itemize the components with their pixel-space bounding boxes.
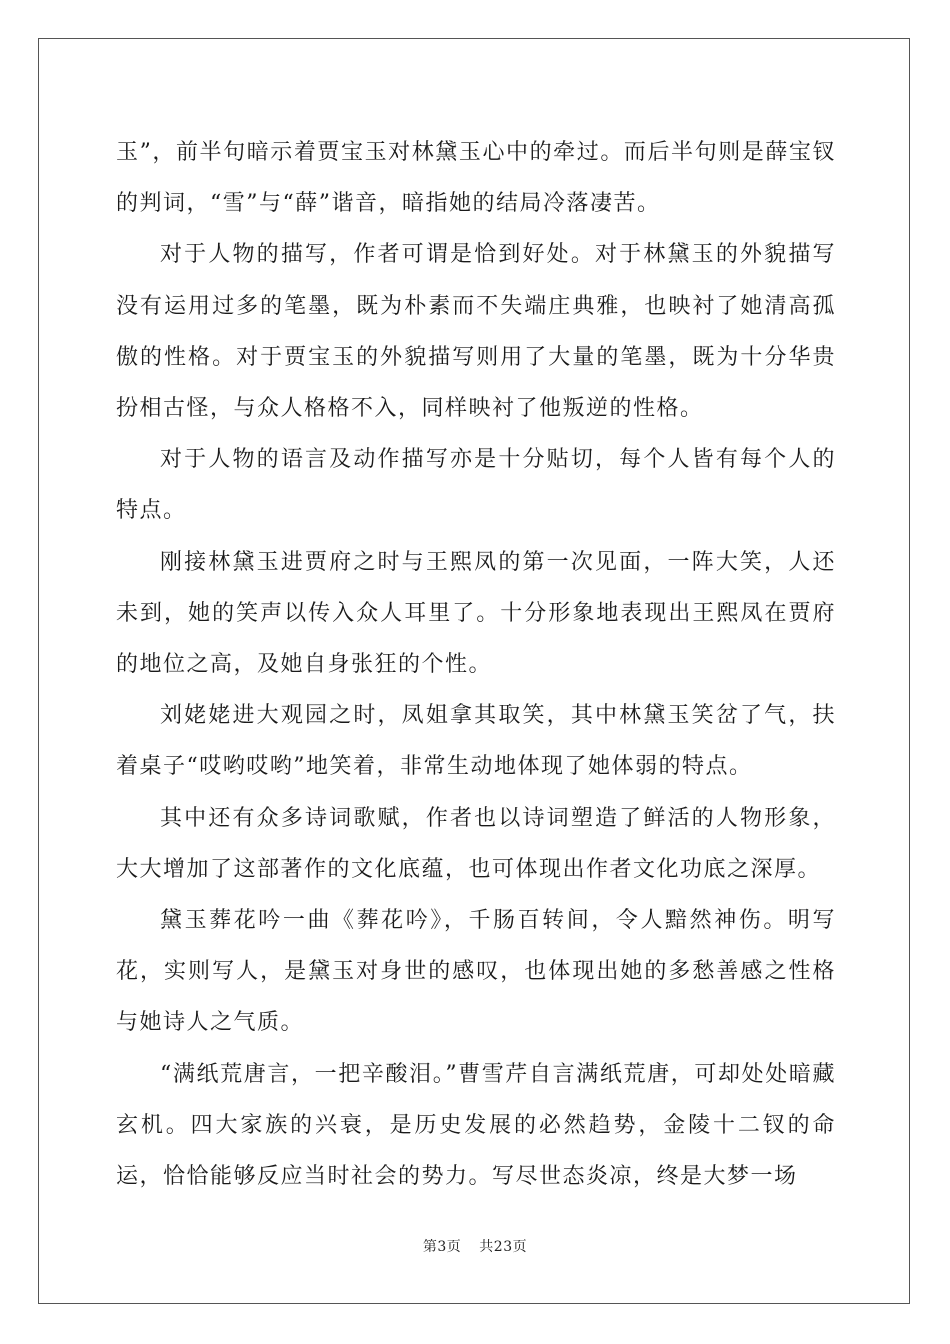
page-number: 第3页 [422, 1239, 462, 1255]
document-body [116, 127, 836, 1202]
page-total: 共23页 [479, 1239, 528, 1255]
page-footer [0, 1236, 950, 1256]
paragraph-1: 玉”，前半句暗示着贾宝玉对林黛玉心中的牵过。而后半句则是薛宝钗的判词，“雪”与“薛”谐音，暗指她的结局冷落凄苦。 [116, 140, 836, 217]
paragraph-6: 其中还有众多诗词歌赋，作者也以诗词塑造了鲜活的人物形象，大大增加了这部著作的文化底蕴，也可体现出作者文化功底之深厚。 [116, 805, 836, 882]
paragraph-4: 刚接林黛玉进贾府之时与王熙凤的第一次见面，一阵大笑，人还未到，她的笑声以传入众人耳里了。十分形象地表现出王熙凤在贾府的地位之高，及她自身张狂的个性。 [116, 549, 836, 678]
paragraph-5: 刘姥姥进大观园之时，凤姐拿其取笑，其中林黛玉笑岔了气，扶着桌子“哎哟哎哟”地笑着，非常生动地体现了她体弱的特点。 [116, 703, 836, 780]
paragraph-7: 黛玉葬花吟一曲《葬花吟》，千肠百转间，令人黯然神伤。明写花，实则写人，是黛玉对身世的感叹，也体现出她的多愁善感之性格与她诗人之气质。 [116, 908, 836, 1036]
paragraph-8: “满纸荒唐言，一把辛酸泪。”曹雪芹自言满纸荒唐，可却处处暗藏玄机。四大家族的兴衰，是历史发展的必然趋势，金陵十二钗的命运，恰恰能够反应当时社会的势力。写尽世态炎凉，终是大梦一场 [116, 1061, 836, 1190]
paragraph-2: 对于人物的描写，作者可谓是恰到好处。对于林黛玉的外貌描写没有运用过多的笔墨，既为朴素而不失端庄典雅，也映衬了她清高孤傲的性格。对于贾宝玉的外貌描写则用了大量的笔墨，既为十分华贵扮相古怪，与众人格格不入，同样映衬了他叛逆的性格。 [116, 242, 836, 422]
paragraph-3: 对于人物的语言及动作描写亦是十分贴切，每个人皆有每个人的特点。 [116, 447, 836, 524]
